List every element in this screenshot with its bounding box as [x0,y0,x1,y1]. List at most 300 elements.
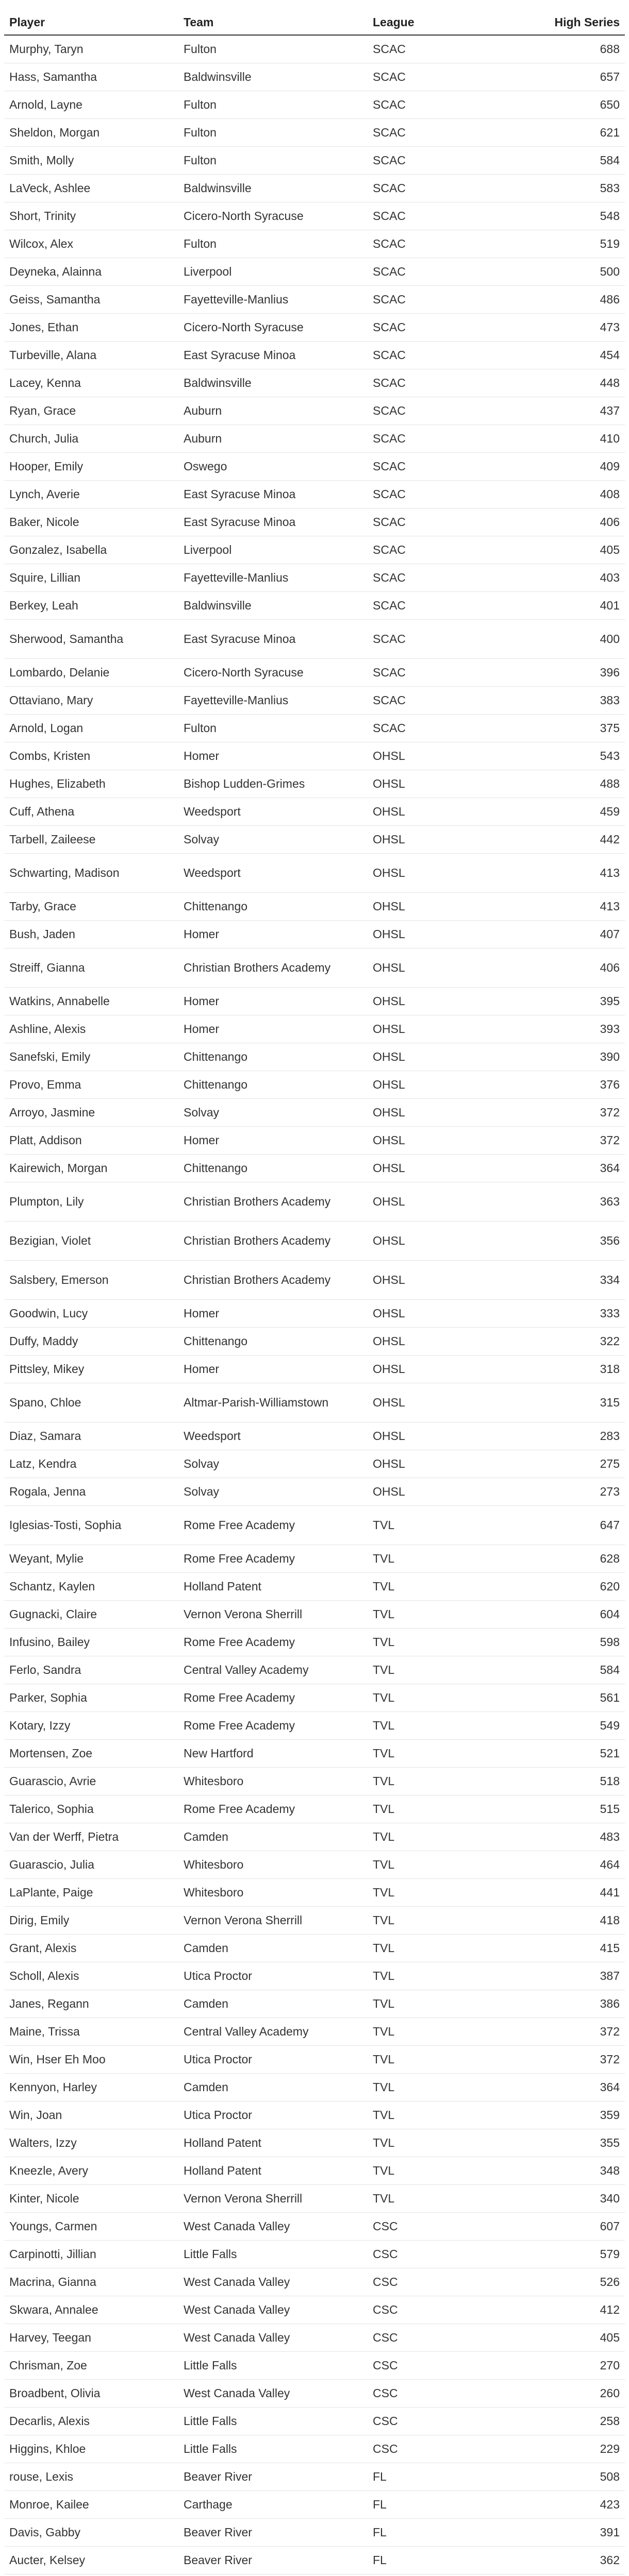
high-series-cell: 508 [522,2463,625,2490]
high-series-cell: 526 [522,2268,625,2296]
league-cell: TVL [368,1851,522,1878]
league-cell: TVL [368,1878,522,1906]
league-cell: OHSL [368,1043,522,1071]
team-cell: Camden [178,2073,368,2101]
high-series-cell: 657 [522,63,625,91]
table-row [4,425,625,452]
league-cell: SCAC [368,425,522,452]
high-series-cell: 359 [522,2101,625,2129]
high-series-cell: 579 [522,2240,625,2268]
league-cell: OHSL [368,798,522,825]
high-series-cell: 386 [522,1990,625,2018]
table-row [4,1355,625,1383]
league-cell: TVL [368,2184,522,2212]
team-cell: Whitesboro [178,1767,368,1795]
team-cell: Christian Brothers Academy [178,1182,368,1221]
player-cell: Tarbell, Zaileese [4,825,178,853]
table-row [4,714,625,742]
player-cell: Van der Werff, Pietra [4,1823,178,1851]
player-cell: Arnold, Logan [4,714,178,742]
table-row [4,1795,625,1823]
league-cell [368,2574,522,2576]
league-cell: TVL [368,2129,522,2157]
team-cell: Chittenango [178,1043,368,1071]
league-cell: OHSL [368,1450,522,1478]
player-cell: Baker, Nicole [4,508,178,536]
table-row [4,2490,625,2518]
table-row [4,2240,625,2268]
high-series-cell: 488 [522,770,625,798]
player-cell: Sherwood, Samantha [4,619,178,658]
league-cell: TVL [368,2101,522,2129]
high-series-cell: 650 [522,91,625,118]
high-series-cell: 333 [522,1299,625,1327]
league-cell: OHSL [368,1299,522,1327]
table-row [4,1126,625,1154]
player-cell: Decarlis, Alexis [4,2407,178,2435]
high-series-cell: 229 [522,2435,625,2463]
league-cell: TVL [368,1934,522,1962]
league-cell: FL [368,2490,522,2518]
team-cell: Rome Free Academy [178,1684,368,1711]
high-series-cell: 442 [522,825,625,853]
player-cell: Ferlo, Sandra [4,1656,178,1684]
team-cell: Cicero-North Syracuse [178,202,368,230]
column-header-team[interactable]: Team [178,10,368,35]
team-cell: Rome Free Academy [178,1711,368,1739]
player-cell: Ryan, Grace [4,397,178,425]
team-cell: Rome Free Academy [178,1795,368,1823]
table-row [4,1990,625,2018]
column-header-league[interactable]: League [368,10,522,35]
high-series-cell: 406 [522,948,625,987]
table-row [4,1767,625,1795]
player-cell: Hass, Samantha [4,63,178,91]
league-cell: CSC [368,2435,522,2463]
high-series-cell: 607 [522,2212,625,2240]
table-row [4,742,625,770]
player-cell: Janes, Regann [4,1990,178,2018]
league-cell: TVL [368,1600,522,1628]
league-cell: SCAC [368,146,522,174]
table-row [4,536,625,564]
player-cell: Lacey, Kenna [4,369,178,397]
high-series-cell: 406 [522,508,625,536]
high-series-table [4,10,625,2576]
player-cell: Kneezle, Avery [4,2157,178,2184]
player-cell: Carpinotti, Jillian [4,2240,178,2268]
league-cell: SCAC [368,341,522,369]
league-cell: TVL [368,1628,522,1656]
player-cell: Aucter, Kelsey [4,2546,178,2574]
team-cell: Auburn [178,397,368,425]
player-cell: Bush, Jaden [4,920,178,948]
table-row [4,1600,625,1628]
high-series-cell: 454 [522,341,625,369]
team-cell: Weedsport [178,1422,368,1450]
player-cell: Macrina, Gianna [4,2268,178,2296]
league-cell: FL [368,2518,522,2546]
league-cell: SCAC [368,714,522,742]
team-cell: Christian Brothers Academy [178,1221,368,1260]
league-cell: TVL [368,1906,522,1934]
table-row [4,1878,625,1906]
high-series-cell: 258 [522,2407,625,2435]
team-cell: East Syracuse Minoa [178,341,368,369]
player-cell: Higgins, Khloe [4,2435,178,2463]
table-row [4,1260,625,1299]
team-cell: Homer [178,742,368,770]
table-row [4,2157,625,2184]
table-row [4,1071,625,1098]
high-series-cell: 598 [522,1628,625,1656]
league-cell: TVL [368,1962,522,1990]
player-cell: Kennyon, Harley [4,2073,178,2101]
league-cell: OHSL [368,1355,522,1383]
player-cell: Streiff, Gianna [4,948,178,987]
table-row [4,202,625,230]
table-row [4,853,625,892]
player-cell: Kotary, Izzy [4,1711,178,1739]
league-cell: SCAC [368,452,522,480]
player-cell: Mortensen, Zoe [4,1739,178,1767]
player-cell: Rogala, Jenna [4,1478,178,1505]
league-cell: CSC [368,2351,522,2379]
league-cell: OHSL [368,1260,522,1299]
league-cell: OHSL [368,892,522,920]
table-row [4,2574,625,2576]
league-cell: SCAC [368,230,522,258]
team-cell: West Canada Valley [178,2212,368,2240]
high-series-cell: 415 [522,1934,625,1962]
player-cell: Guarascio, Julia [4,1851,178,1878]
high-series-cell: 395 [522,987,625,1015]
high-series-cell: 647 [522,1505,625,1545]
league-cell: SCAC [368,397,522,425]
player-cell: Murphy, Taryn [4,35,178,63]
league-cell: TVL [368,1823,522,1851]
high-series-cell: 437 [522,397,625,425]
league-cell: CSC [368,2212,522,2240]
league-cell: OHSL [368,742,522,770]
team-cell: Rome Free Academy [178,1628,368,1656]
table-row [4,1478,625,1505]
team-cell: Baldwinsville [178,63,368,91]
team-cell: West Canada Valley [178,2268,368,2296]
league-cell: OHSL [368,770,522,798]
team-cell: Homer [178,1015,368,1043]
team-cell: Liverpool [178,536,368,564]
table-row [4,619,625,658]
team-cell: Fulton [178,118,368,146]
table-row [4,341,625,369]
player-cell: Lombardo, Delanie [4,658,178,686]
table-row [4,798,625,825]
high-series-cell: 396 [522,658,625,686]
player-cell: Walters, Izzy [4,2129,178,2157]
table-row [4,1450,625,1478]
team-cell: Fulton [178,146,368,174]
league-cell: OHSL [368,948,522,987]
team-cell: West Canada Valley [178,2324,368,2351]
table-row [4,2073,625,2101]
high-series-cell: 372 [522,2018,625,2045]
high-series-cell: 584 [522,1656,625,1684]
high-series-cell: 543 [522,742,625,770]
player-cell: Gugnacki, Claire [4,1600,178,1628]
high-series-cell: 362 [522,2546,625,2574]
team-cell: Vernon Verona Sherrill [178,1906,368,1934]
high-series-cell: 483 [522,1823,625,1851]
league-cell: TVL [368,2157,522,2184]
team-cell: Fayetteville-Manlius [178,686,368,714]
table-row [4,452,625,480]
table-row [4,1962,625,1990]
player-cell: Chrisman, Zoe [4,2351,178,2379]
team-cell: Oswego [178,452,368,480]
team-cell: Christian Brothers Academy [178,948,368,987]
high-series-cell: 348 [522,2157,625,2184]
team-cell: Chittenango [178,892,368,920]
league-cell: SCAC [368,118,522,146]
team-cell: Chittenango [178,1154,368,1182]
league-cell: SCAC [368,174,522,202]
team-cell: Little Falls [178,2351,368,2379]
team-cell: Vernon Verona Sherrill [178,1600,368,1628]
player-cell: Maine, Trissa [4,2018,178,2045]
league-cell: SCAC [368,202,522,230]
table-row [4,313,625,341]
high-series-cell: 410 [522,425,625,452]
high-series-cell: 688 [522,35,625,63]
league-cell: OHSL [368,825,522,853]
player-cell: Harvey, Teegan [4,2324,178,2351]
column-header-high-series[interactable]: High Series [522,10,625,35]
table-row [4,2463,625,2490]
league-cell: TVL [368,1572,522,1600]
high-series-table-container [4,10,625,2576]
league-cell: SCAC [368,369,522,397]
league-cell: SCAC [368,619,522,658]
player-cell: Platt, Addison [4,1126,178,1154]
high-series-cell: 390 [522,1043,625,1071]
team-cell: Solvay [178,1450,368,1478]
high-series-cell: 372 [522,1098,625,1126]
player-cell: Duffy, Maddy [4,1327,178,1355]
high-series-cell: 583 [522,174,625,202]
table-row [4,1823,625,1851]
player-cell: Bezigian, Violet [4,1221,178,1260]
team-cell: Rome Free Academy [178,1545,368,1572]
player-cell: Sheldon, Morgan [4,118,178,146]
high-series-cell: 628 [522,1545,625,1572]
league-cell: TVL [368,2045,522,2073]
high-series-cell: 322 [522,1327,625,1355]
league-cell: OHSL [368,1126,522,1154]
column-header-player[interactable]: Player [4,10,178,35]
player-cell: Jones, Ethan [4,313,178,341]
high-series-cell: 413 [522,853,625,892]
team-cell: East Syracuse Minoa [178,508,368,536]
high-series-cell: 521 [522,1739,625,1767]
team-cell: Chittenango [178,1327,368,1355]
table-row [4,1505,625,1545]
team-cell: Utica Proctor [178,1962,368,1990]
league-cell: SCAC [368,658,522,686]
team-cell [178,2574,368,2576]
league-cell: CSC [368,2268,522,2296]
player-cell: Arroyo, Jasmine [4,1098,178,1126]
player-cell: Win, Joan [4,2101,178,2129]
team-cell: Fulton [178,35,368,63]
high-series-cell: 441 [522,1878,625,1906]
team-cell: Solvay [178,1098,368,1126]
high-series-cell: 355 [522,2129,625,2157]
player-cell: Sanefski, Emily [4,1043,178,1071]
high-series-cell: 500 [522,258,625,285]
table-row [4,91,625,118]
table-row [4,770,625,798]
league-cell: SCAC [368,508,522,536]
player-cell: Provo, Emma [4,1071,178,1098]
team-cell: Rome Free Academy [178,1505,368,1545]
team-cell: Fayetteville-Manlius [178,285,368,313]
table-row [4,63,625,91]
league-cell: SCAC [368,686,522,714]
high-series-cell: 376 [522,1071,625,1098]
player-cell: Plumpton, Lily [4,1182,178,1221]
high-series-cell: 393 [522,1015,625,1043]
player-cell: Broadbent, Olivia [4,2379,178,2407]
high-series-cell: 403 [522,564,625,591]
player-cell: Combs, Kristen [4,742,178,770]
high-series-cell: 418 [522,1906,625,1934]
team-cell: Whitesboro [178,1878,368,1906]
table-row [4,2379,625,2407]
high-series-cell: 315 [522,1383,625,1422]
high-series-cell: 413 [522,892,625,920]
team-cell: Christian Brothers Academy [178,1260,368,1299]
table-row [4,1711,625,1739]
table-row [4,658,625,686]
table-row [4,230,625,258]
league-cell: SCAC [368,91,522,118]
table-row [4,987,625,1015]
league-cell: TVL [368,1711,522,1739]
league-cell: CSC [368,2240,522,2268]
league-cell: SCAC [368,63,522,91]
high-series-cell: 364 [522,1154,625,1182]
team-cell: Holland Patent [178,1572,368,1600]
league-cell: TVL [368,1656,522,1684]
team-cell: Fulton [178,230,368,258]
team-cell: East Syracuse Minoa [178,480,368,508]
league-cell: OHSL [368,1071,522,1098]
league-cell: OHSL [368,1182,522,1221]
team-cell: Vernon Verona Sherrill [178,2184,368,2212]
team-cell: Chittenango [178,1071,368,1098]
player-cell: Ottaviano, Mary [4,686,178,714]
player-cell: LaPlante, Paige [4,1878,178,1906]
table-row [4,285,625,313]
high-series-cell: 549 [522,1711,625,1739]
league-cell: TVL [368,1545,522,1572]
high-series-cell: 383 [522,686,625,714]
team-cell: Altmar-Parish-Williamstown [178,1383,368,1422]
team-cell: Homer [178,1299,368,1327]
high-series-cell [522,2574,625,2576]
table-row [4,1299,625,1327]
table-row [4,118,625,146]
team-cell: Cicero-North Syracuse [178,313,368,341]
high-series-cell: 423 [522,2490,625,2518]
team-cell: Beaver River [178,2463,368,2490]
high-series-cell: 273 [522,1478,625,1505]
team-cell: Weedsport [178,853,368,892]
player-cell: Lynch, Averie [4,480,178,508]
team-cell: Camden [178,1934,368,1962]
table-row [4,1628,625,1656]
league-cell: CSC [368,2407,522,2435]
table-row [4,1182,625,1221]
table-row [4,397,625,425]
player-cell: Weyant, Mylie [4,1545,178,1572]
player-cell: Ashline, Alexis [4,1015,178,1043]
team-cell: Homer [178,987,368,1015]
table-row [4,2351,625,2379]
high-series-cell: 405 [522,2324,625,2351]
league-cell: TVL [368,1795,522,1823]
table-row [4,1043,625,1071]
league-cell: TVL [368,1990,522,2018]
high-series-cell: 356 [522,1221,625,1260]
league-cell: TVL [368,1767,522,1795]
team-cell: Utica Proctor [178,2045,368,2073]
table-row [4,1383,625,1422]
player-cell: Cuff, Athena [4,798,178,825]
player-cell: Kinter, Nicole [4,2184,178,2212]
table-row [4,146,625,174]
high-series-cell: 375 [522,714,625,742]
high-series-cell: 518 [522,1767,625,1795]
player-cell: Wilcox, Alex [4,230,178,258]
table-body [4,35,625,2576]
player-cell: Gonzalez, Isabella [4,536,178,564]
table-row [4,1221,625,1260]
league-cell: TVL [368,1684,522,1711]
team-cell: Camden [178,1823,368,1851]
player-cell: Hooper, Emily [4,452,178,480]
player-cell: Win, Hser Eh Moo [4,2045,178,2073]
table-row [4,2435,625,2463]
table-row [4,2407,625,2435]
league-cell: TVL [368,1739,522,1767]
table-row [4,1098,625,1126]
table-row [4,1154,625,1182]
high-series-cell: 620 [522,1572,625,1600]
high-series-cell: 283 [522,1422,625,1450]
player-cell: Smith, Molly [4,146,178,174]
league-cell: SCAC [368,35,522,63]
table-row [4,1906,625,1934]
player-cell: Skwara, Annalee [4,2296,178,2324]
table-row [4,892,625,920]
player-cell: Berkey, Leah [4,591,178,619]
league-cell: TVL [368,2018,522,2045]
team-cell: Cicero-North Syracuse [178,658,368,686]
league-cell: SCAC [368,285,522,313]
player-cell: Latz, Kendra [4,1450,178,1478]
